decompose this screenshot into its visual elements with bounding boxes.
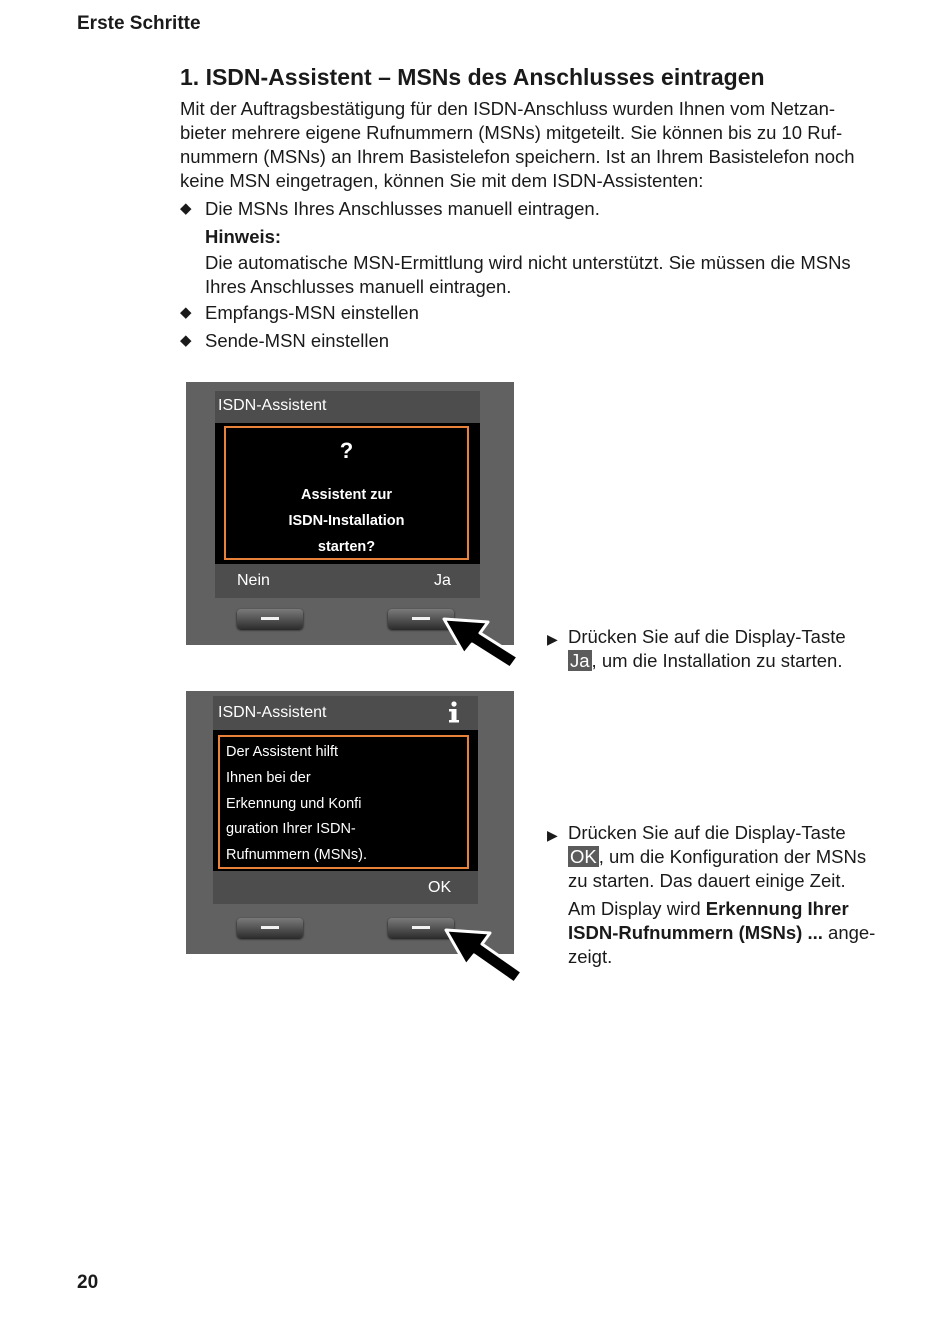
softkey-ok-label[interactable]: OK <box>428 879 452 896</box>
intro-paragraph <box>180 97 880 193</box>
page-number: 20 <box>77 1272 99 1293</box>
intro-line: nummern (MSNs) an Ihrem Basistelefon speichern. Ist an Ihrem Basistelefon noch <box>180 146 855 167</box>
left-display-key[interactable] <box>237 918 303 938</box>
phone-display-2 <box>186 691 514 954</box>
dialog-frame <box>218 735 469 869</box>
note-line: Ihres Anschlusses manuell eintragen. <box>205 276 512 297</box>
display-status-text: Am Display wird Erkennung Ihrer ISDN-Rufnummern (MSNs) ... ange-zeigt. <box>568 898 876 967</box>
triangle-bullet-icon: ▶ <box>547 827 558 843</box>
screen-header: ISDN-Assistent <box>213 696 478 730</box>
intro-line: bieter mehrere eigene Rufnummern (MSNs) mitgeteilt. Sie können bis zu 10 Ruf- <box>180 122 843 143</box>
screen-body <box>215 423 480 564</box>
intro-line: keine MSN eingetragen, können Sie mit dem ISDN-Assistenten: <box>180 170 704 191</box>
display-key-ok: OK <box>570 846 597 867</box>
diamond-bullet-icon: ◆ <box>180 332 192 349</box>
display-key-ja: Ja <box>570 650 590 671</box>
softkey-nein-label[interactable]: Nein <box>237 572 270 589</box>
screen-body <box>213 730 478 871</box>
note-label: Hinweis: <box>205 226 282 247</box>
dialog-text: Der Assistent hilft Ihnen bei der Erkennung und Konfi guration Ihrer ISDN- Rufnummern (MSNs). <box>226 744 367 864</box>
softkey-bar <box>213 871 478 904</box>
softkey-bar <box>215 564 480 598</box>
note-line: Die automatische MSN-Ermittlung wird nicht unterstützt. Sie müssen die MSNs <box>205 252 851 273</box>
diamond-bullet-icon: ◆ <box>180 304 192 321</box>
dialog-frame <box>224 426 469 560</box>
info-icon <box>447 700 461 726</box>
phone-display-1 <box>186 382 514 645</box>
diamond-bullet-icon: ◆ <box>180 200 192 217</box>
dialog-text: Assistent zur ISDN-Installation starten? <box>288 487 405 555</box>
pointer-arrow-icon <box>438 921 530 985</box>
note-block <box>205 225 885 299</box>
section-title: 1. ISDN-Assistent – MSNs des Anschlusses eintragen <box>180 64 765 90</box>
softkey-ja-label[interactable]: Ja <box>434 572 451 589</box>
pointer-arrow-icon <box>436 610 526 670</box>
question-mark-icon: ? <box>339 438 354 463</box>
screen-header: ISDN-Assistent <box>215 391 480 423</box>
triangle-bullet-icon: ▶ <box>547 631 558 647</box>
intro-line: Mit der Auftragsbestätigung für den ISDN-Anschluss wurden Ihnen vom Netzan- <box>180 98 836 119</box>
running-header: Erste Schritte <box>77 13 201 34</box>
left-display-key[interactable] <box>237 609 303 629</box>
